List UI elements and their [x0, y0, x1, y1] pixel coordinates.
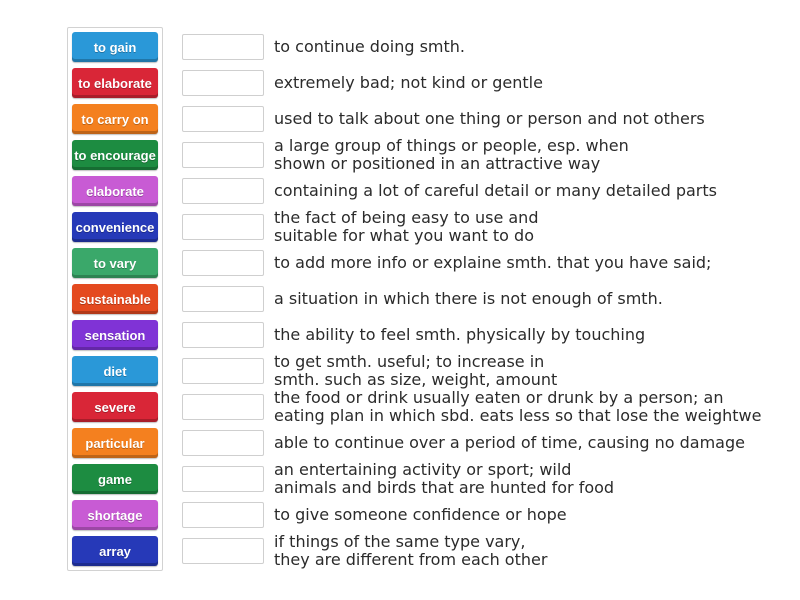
definition-line: the ability to feel smth. physically by touching — [274, 325, 646, 344]
word-tile[interactable]: to carry on — [72, 104, 158, 134]
answer-slot[interactable] — [182, 214, 264, 240]
answer-slot[interactable] — [182, 286, 264, 312]
definition-line: suitable for what you want to do — [274, 226, 534, 245]
answer-slot[interactable] — [182, 70, 264, 96]
answer-slot[interactable] — [182, 106, 264, 132]
answer-slot[interactable] — [182, 34, 264, 60]
word-tile[interactable]: to encourage — [72, 140, 158, 170]
answer-slot[interactable] — [182, 430, 264, 456]
word-tile[interactable]: game — [72, 464, 158, 494]
definition-text — [274, 434, 774, 452]
word-tile[interactable]: to vary — [72, 248, 158, 278]
definition-line: to get smth. useful; to increase in — [274, 352, 545, 371]
definition-line: used to talk about one thing or person and not others — [274, 109, 705, 128]
definition-line: eating plan in which sbd. eats less so that lose the weightwe — [274, 406, 762, 425]
definition-line: to add more info or explaine smth. that you have said; — [274, 253, 712, 272]
word-tile[interactable]: diet — [72, 356, 158, 386]
answer-slot[interactable] — [182, 322, 264, 348]
definition-line: to continue doing smth. — [274, 37, 465, 56]
word-tile[interactable]: sensation — [72, 320, 158, 350]
word-tile[interactable]: convenience — [72, 212, 158, 242]
definition-line: an entertaining activity or sport; wild — [274, 460, 572, 479]
definition-text — [274, 209, 774, 245]
definition-text — [274, 110, 774, 128]
definition-line: the food or drink usually eaten or drunk by a person; an — [274, 388, 724, 407]
answer-slot[interactable] — [182, 394, 264, 420]
answer-slot[interactable] — [182, 502, 264, 528]
answer-slot[interactable] — [182, 466, 264, 492]
word-tile[interactable]: sustainable — [72, 284, 158, 314]
definition-line: a large group of things or people, esp. when — [274, 136, 629, 155]
definition-text — [274, 254, 774, 272]
definition-line: the fact of being easy to use and — [274, 208, 539, 227]
definition-line: shown or positioned in an attractive way — [274, 154, 601, 173]
definition-text — [274, 38, 774, 56]
definition-line: able to continue over a period of time, causing no damage — [274, 433, 745, 452]
word-tile[interactable]: particular — [72, 428, 158, 458]
definition-line: they are different from each other — [274, 550, 548, 569]
definition-text — [274, 290, 774, 308]
definition-text — [274, 182, 774, 200]
answer-slot[interactable] — [182, 358, 264, 384]
definition-text — [274, 389, 774, 425]
definition-line: extremely bad; not kind or gentle — [274, 73, 543, 92]
answer-slot[interactable] — [182, 142, 264, 168]
definition-text — [274, 74, 774, 92]
word-bank-panel — [67, 27, 163, 571]
definition-text — [274, 137, 774, 173]
definition-line: containing a lot of careful detail or many detailed parts — [274, 181, 717, 200]
definition-line: to give someone confidence or hope — [274, 505, 567, 524]
word-tile[interactable]: array — [72, 536, 158, 566]
definition-text — [274, 353, 774, 389]
definition-text — [274, 461, 774, 497]
word-tile[interactable]: to gain — [72, 32, 158, 62]
answer-slot[interactable] — [182, 250, 264, 276]
word-tile[interactable]: shortage — [72, 500, 158, 530]
word-tile[interactable]: severe — [72, 392, 158, 422]
answer-slot[interactable] — [182, 178, 264, 204]
word-tile[interactable]: to elaborate — [72, 68, 158, 98]
answer-slot[interactable] — [182, 538, 264, 564]
definition-line: a situation in which there is not enough of smth. — [274, 289, 663, 308]
definition-line: animals and birds that are hunted for food — [274, 478, 615, 497]
definition-line: if things of the same type vary, — [274, 532, 526, 551]
definition-text — [274, 326, 774, 344]
definition-line: smth. such as size, weight, amount — [274, 370, 558, 389]
word-tile[interactable]: elaborate — [72, 176, 158, 206]
definition-text — [274, 506, 774, 524]
definition-text — [274, 533, 774, 569]
